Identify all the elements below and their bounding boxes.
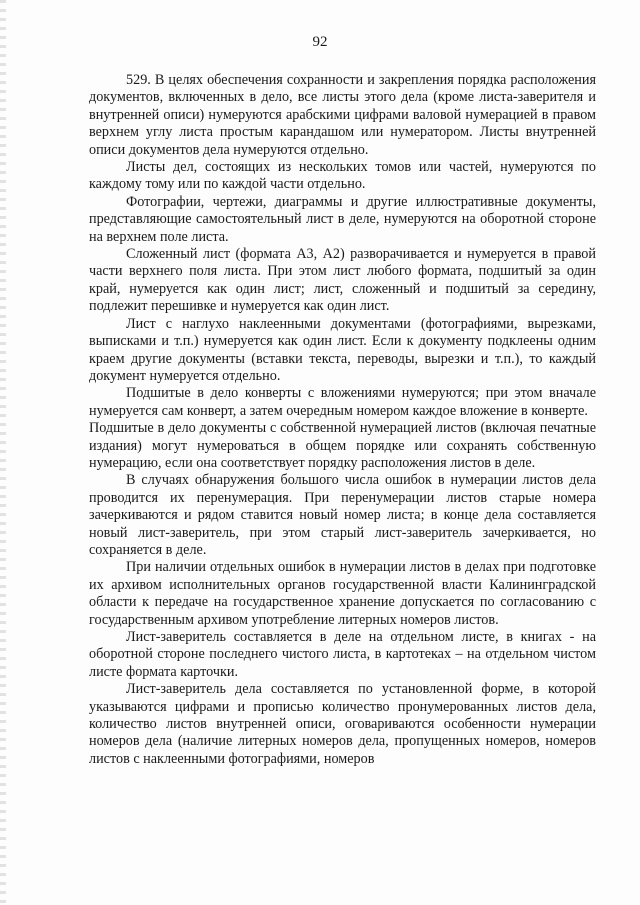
paragraph-folded-sheet: Сложенный лист (формата А3, А2) разворачивается и нумеруется в правой части верхнего поля листа. При этом лист любого формата, подшитый за один край, нумеруется как один лист; лист, сложенный и подшитый за середину, подлежит перешивке и нумеруется как один лист. xyxy=(89,246,596,315)
paragraph-renumbering: В случаях обнаружения большого числа ошибок в нумерации листов дела проводится их перенумерация. При перенумерации листов старые номера зачеркиваются и рядом ставится новый номер листа; в конце дела составляется новый лист-заверитель, при этом старый лист-заверитель зачеркивается, но сохраняется в деле. xyxy=(89,472,596,558)
paragraph-529: 529. В целях обеспечения сохранности и закрепления порядка расположения документов, включенных в дело, все листы этого дела (кроме листа-заверителя и внутренней описи) нумеруются арабскими цифрами валовой нумерацией в правом верхнем углу листа простым карандашом или нумератором. Листы внутренней описи документов дела нумеруются отдельно. xyxy=(89,72,596,158)
paragraph-illustrations: Фотографии, чертежи, диаграммы и другие иллюстративные документы, представляющие самостоятельный лист в деле, нумеруются на оборотной стороне на верхнем поле листа. xyxy=(89,193,596,245)
page-number: 92 xyxy=(312,34,328,50)
paragraph-certifier-form: Лист-заверитель дела составляется по установленной форме, в которой указываются цифрами и прописью количество пронумерованных листов дела, количество листов внутренней описи, оговариваются особенности нумерации номеров дела (наличие литерных номеров дела, пропущенных номеров, номеров листов с наклеенными фотографиями, номеров xyxy=(89,681,596,767)
paragraph-glued-documents: Лист с наглухо наклеенными документами (фотографиями, вырезками, выписками и т.п.) нумеруется как один лист. Если к документу подклеены одним краем другие документы (вставки текста, переводы, вырезки и т.п.), то каждый документ нумеруется отдельно. xyxy=(89,315,596,384)
scan-edge-artifact xyxy=(0,0,6,905)
paragraph-certifier-sheet: Лист-заверитель составляется в деле на отдельном листе, в книгах - на оборотной стороне последнего чистого листа, в картотеках – на отдельном чистом листе формата карточки. xyxy=(89,629,596,680)
body-text xyxy=(89,72,596,768)
paragraph-own-numbering: Подшитые в дело документы с собственной нумерацией листов (включая печатные издания) могут нумероваться в общем порядке или сохранять собственную нумерацию, если она соответствует порядку расположения листов в деле. xyxy=(89,420,596,471)
paragraph-multivolume-numbering: Листы дел, состоящих из нескольких томов или частей, нумеруются по каждому тому или по каждой части отдельно. xyxy=(89,159,596,193)
paragraph-envelopes: Подшитые в дело конверты с вложениями нумеруются; при этом вначале нумеруется сам конверт, а затем очередным номером каждое вложение в конверте. xyxy=(89,385,596,419)
paragraph-letter-numbers: При наличии отдельных ошибок в нумерации листов в делах при подготовке их архивом исполнительных органов государственной власти Калининградской области к передаче на государственное хранение допускается по согласованию с государственным архивом употребление литерных номеров листов. xyxy=(89,559,596,628)
